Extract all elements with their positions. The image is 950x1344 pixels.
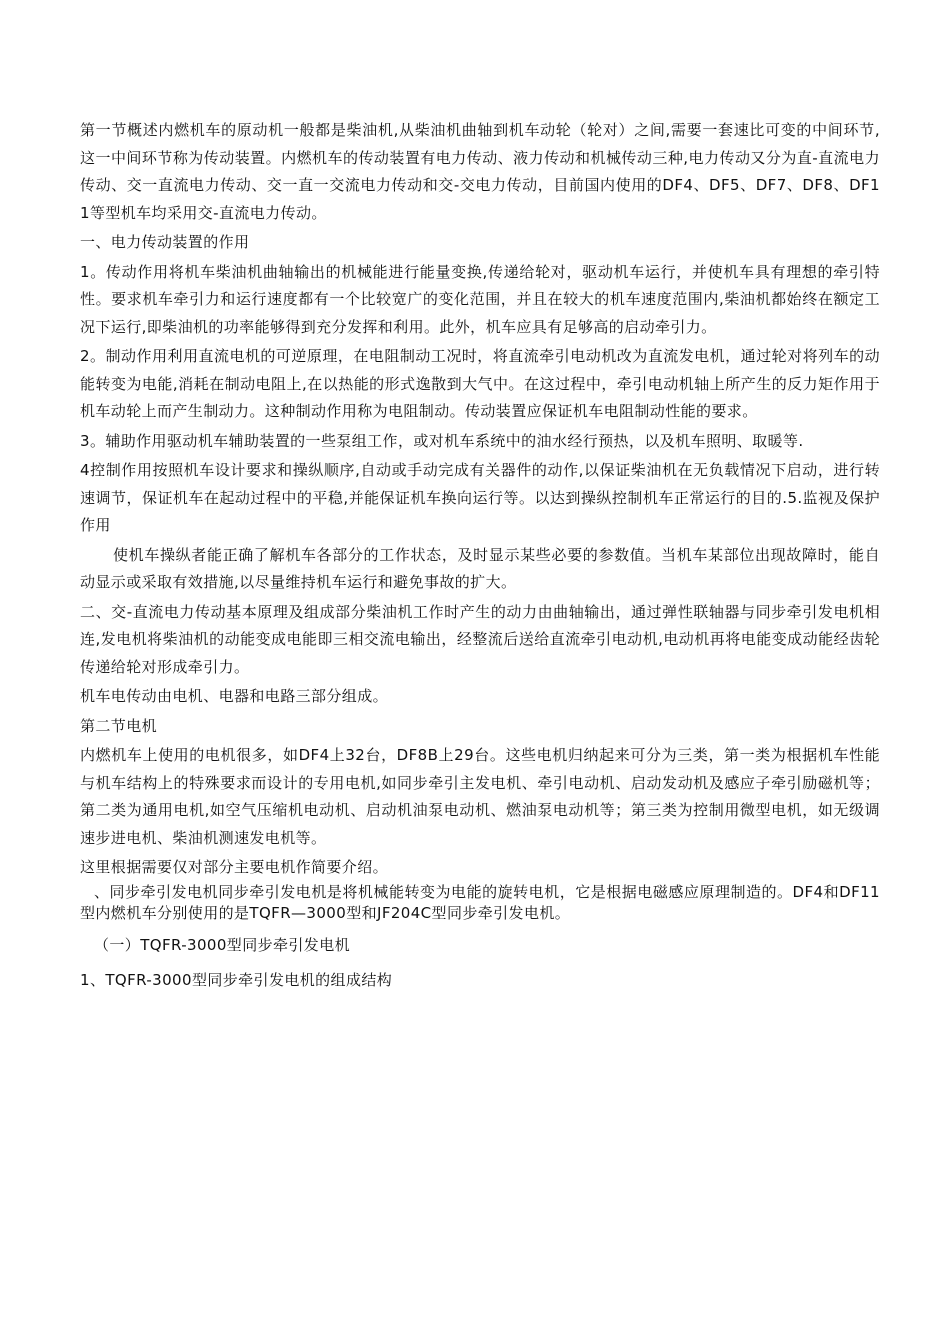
heading-section-two: 第二节电机 — [80, 716, 158, 735]
paragraph-braking: 2。制动作用利用直流电机的可逆原理，在电阻制动工况时，将直流牵引电动机改为直流发电机，通过轮对将列车的动能转变为电能,消耗在制动电阻上,在以热能的形式逸散到大气中。在这过程中，牵引电动机轴上所产生的反力矩作用于机车动轮上而产生制动力。这种制动作用称为电阻制动。传动装置应保证机车电阻制动性能的要求。 — [80, 347, 880, 420]
heading-purpose: 一、电力传动装置的作用 — [80, 233, 250, 251]
paragraph-monitoring: 使机车操纵者能正确了解机车各部分的工作状态，及时显示某些必要的参数值。当机车某部位出现故障时，能自动显示或采取有效措施,以尽量维持机车运行和避免事故的扩大。 — [80, 545, 880, 591]
paragraph-transmission: 1。传动作用将机车柴油机曲轴输出的机械能进行能量变换,传递给轮对，驱动机车运行，并使机车具有理想的牵引特性。要求机车牵引力和运行速度都有一个比较宽广的变化范围，并且在较大的机车速度范围内,柴油机都始终在额定工况下运行,即柴油机的功率能够得到充分发挥和利用。此外，机车应具有足够高的启动牵引力。 — [80, 262, 880, 336]
paragraph-sync-generator: 、同步牵引发电机同步牵引发电机是将机械能转变为电能的旋转电机，它是根据电磁感应原理制造的。DF4和DF11型内燃机车分别使用的是TQFR—3000型和JF204C型同步牵引发电机。 — [80, 882, 880, 922]
paragraph-overview: 第一节概述内燃机车的原动机一般都是柴油机,从柴油机曲轴到机车动轮（轮对）之间,需要一套速比可变的中间环节,这一中间环节称为传动装置。内燃机车的传动装置有电力传动、液力传动和机械传动三种,电力传动又分为直-直流电力传动、交一直流电力传动、交一直一交流电力传动和交-交电力传动，目前国内使用的DF4、DF5、DF7、DF8、DF11等型机车均采用交-直流电力传动。 — [80, 121, 880, 222]
paragraph-motor-types: 内燃机车上使用的电机很多，如DF4上32台，DF8B上29台。这些电机归纳起来可分为三类，第一类为根据机车性能与机车结构上的特殊要求而设计的专用电机,如同步牵引主发电机、牵引电动机、启动发动机及感应子牵引励磁机等；第二类为通用电机,如空气压缩机电动机、启动机油泵电动机、燃油泵电动机等；第三类为控制用微型电机，如无级调速步进电机、柴油机测速发电机等。 — [80, 746, 880, 847]
paragraph-composition: 机车电传动由电机、电器和电路三部分组成。 — [80, 687, 389, 705]
paragraph-principle: 二、交-直流电力传动基本原理及组成部分柴油机工作时产生的动力由曲轴输出，通过弹性联轴器与同步牵引发电机相连,发电机将柴油机的动能变成电能即三相交流电输出，经整流后送给直流牵引电动机,电动机再将电能变成动能经齿轮传递给轮对形成牵引力。 — [80, 602, 880, 676]
paragraph-auxiliary: 3。辅助作用驱动机车辅助装置的一些泵组工作，或对机车系统中的油水经行预热，以及机车照明、取暖等. — [80, 431, 804, 450]
paragraph-intro-note: 这里根据需要仅对部分主要电机作简要介绍。 — [80, 858, 389, 876]
document-body — [80, 117, 880, 995]
heading-tqfr-3000: （一）TQFR-3000型同步牵引发电机 — [94, 935, 350, 954]
heading-tqfr-structure: 1、TQFR-3000型同步牵引发电机的组成结构 — [80, 971, 393, 989]
paragraph-control: 4控制作用按照机车设计要求和操纵顺序,自动或手动完成有关器件的动作,以保证柴油机在无负载情况下启动，进行转速调节，保证机车在起动过程中的平稳,并能保证机车换向运行等。以达到操纵控制机车正常运行的目的.5.监视及保护作用 — [80, 461, 880, 534]
